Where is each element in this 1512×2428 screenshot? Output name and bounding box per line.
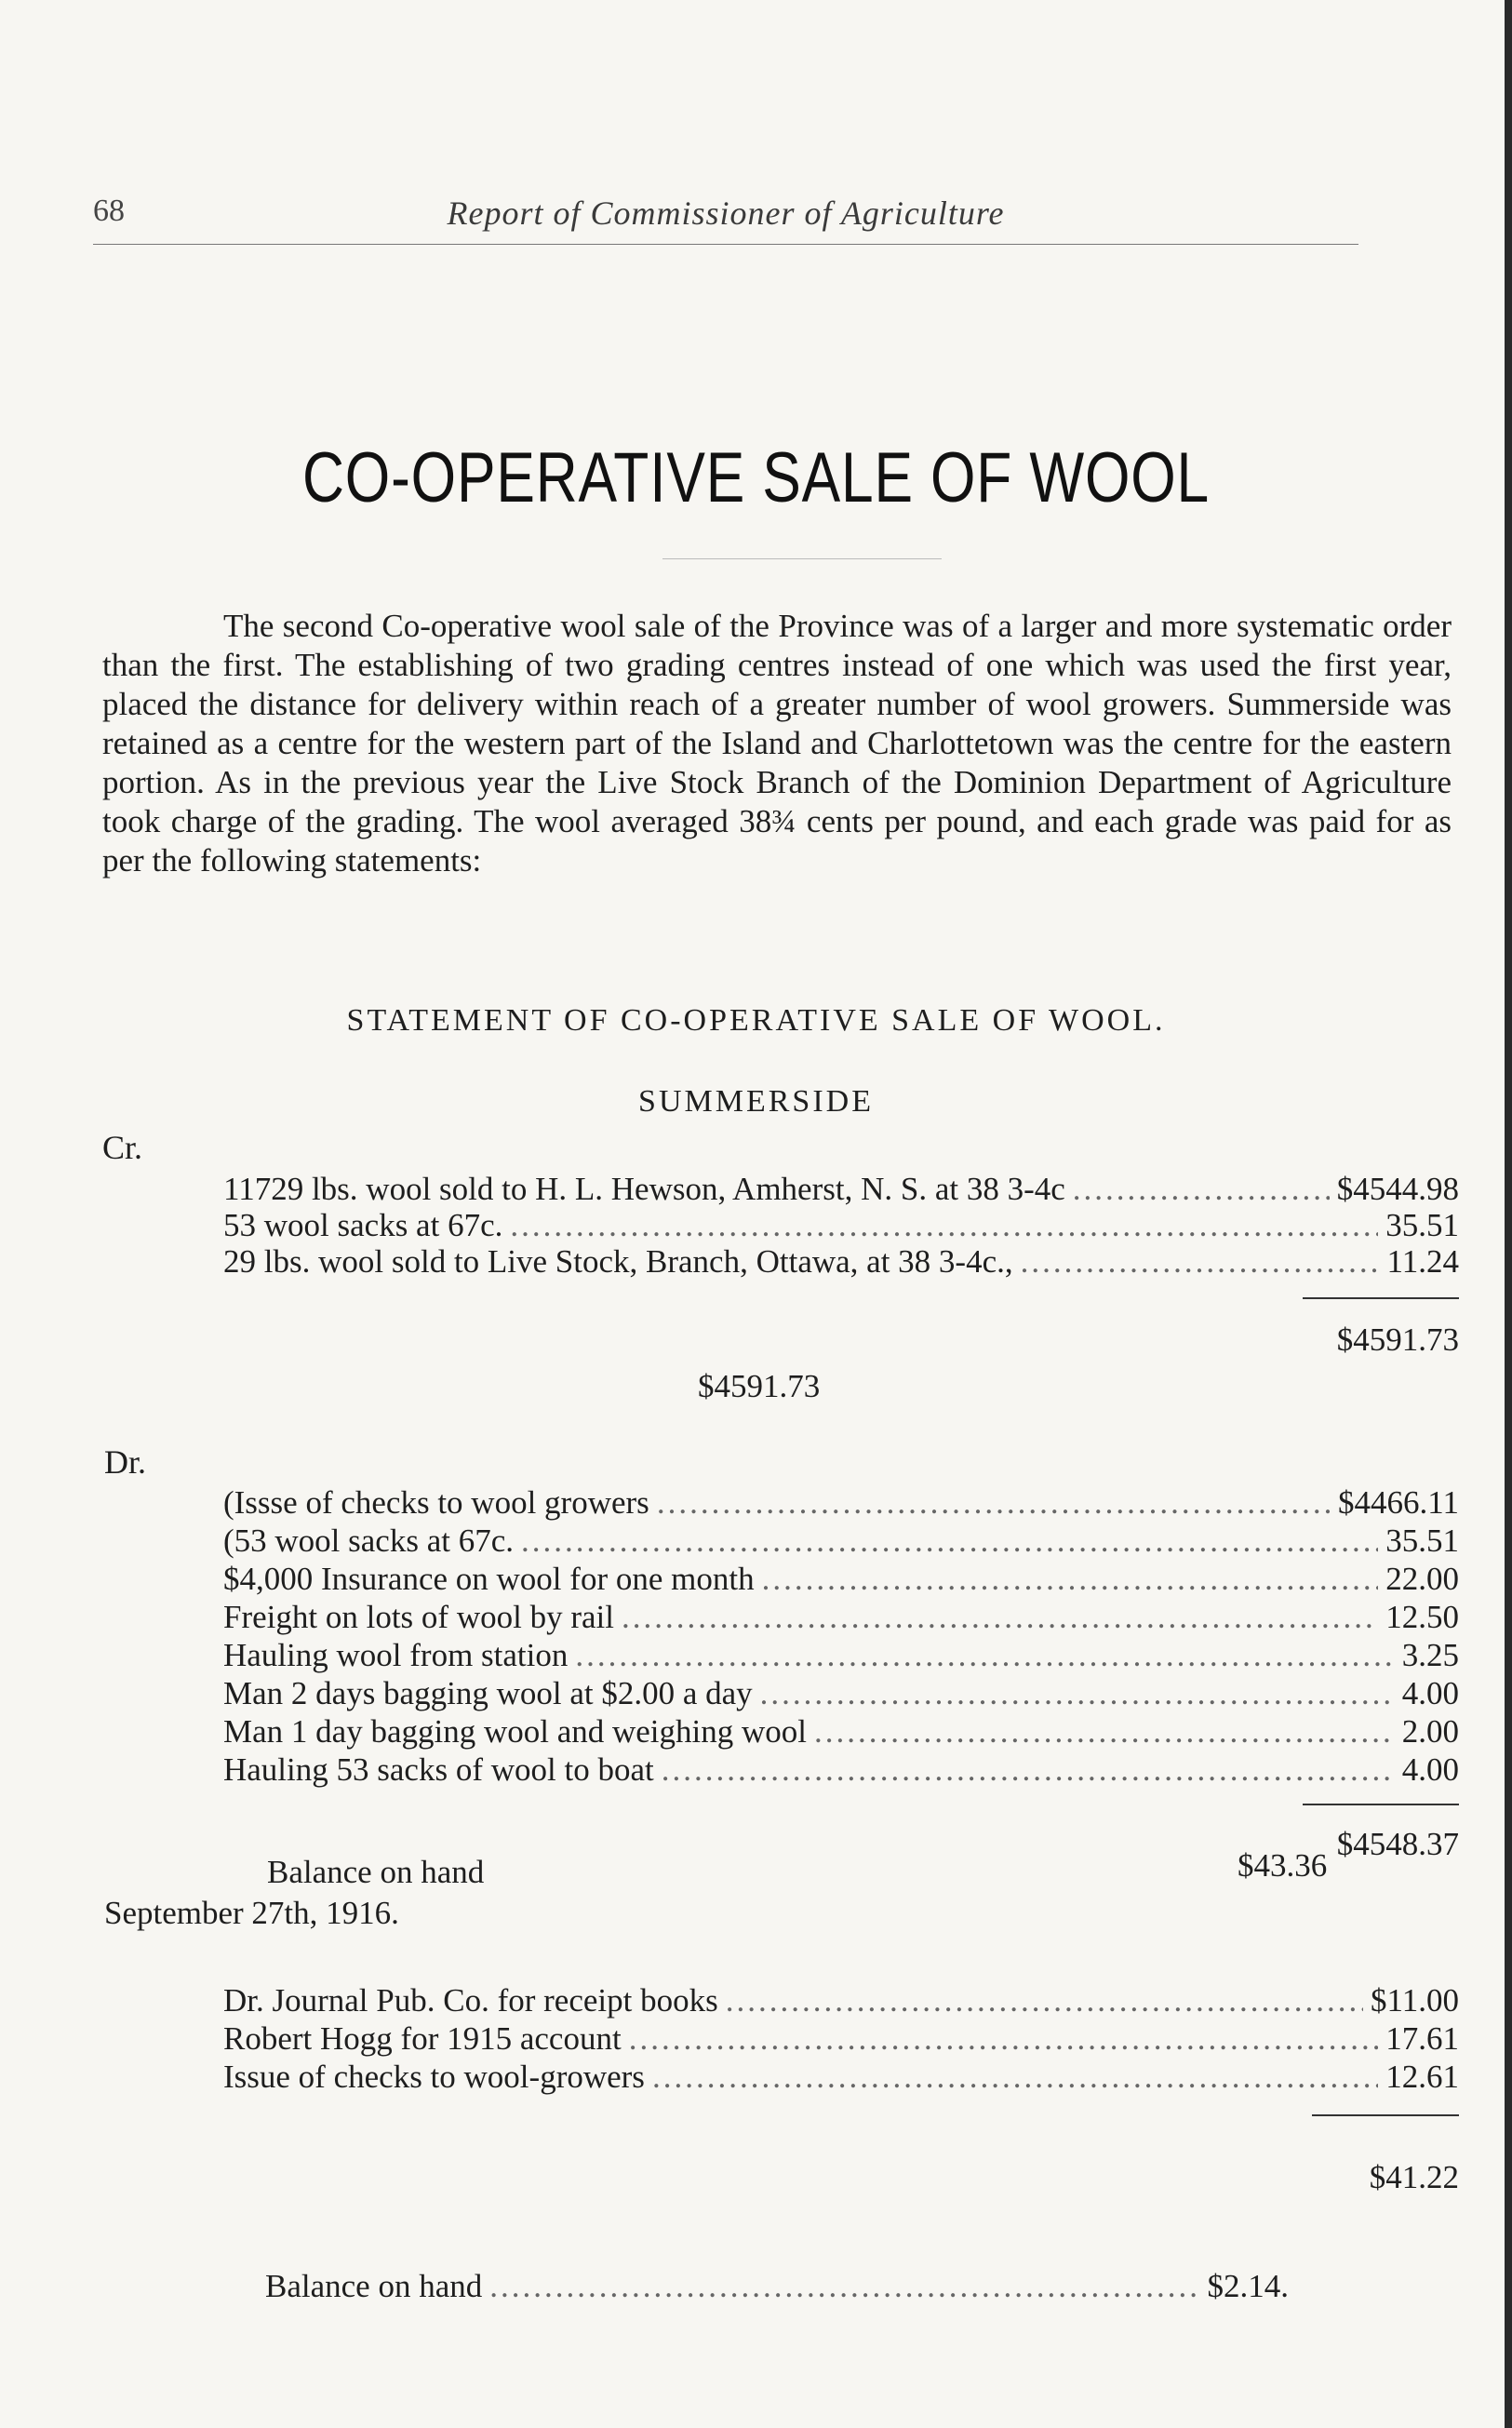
row-amount: 11.24 bbox=[1386, 1243, 1459, 1280]
row-description: 11729 lbs. wool sold to H. L. Hewson, Amherst, N. S. at 38 3-4c bbox=[223, 1171, 1065, 1207]
credit-row bbox=[223, 1171, 1459, 1210]
debit-total: $4548.37 bbox=[1336, 1826, 1459, 1862]
running-head: Report of Commissioner of Agriculture bbox=[447, 195, 1005, 232]
row-amount: 35.51 bbox=[1385, 1523, 1459, 1559]
row-description: Freight on lots of wool by rail bbox=[223, 1599, 614, 1635]
dot-leader bbox=[726, 1982, 1363, 2019]
row-description: Hauling 53 sacks of wool to boat bbox=[223, 1751, 654, 1788]
row-amount: 4.00 bbox=[1401, 1751, 1459, 1788]
dot-leader bbox=[575, 1637, 1394, 1674]
dot-leader bbox=[510, 1207, 1378, 1244]
disbursement-row bbox=[223, 2059, 1459, 2098]
row-amount: 35.51 bbox=[1385, 1207, 1459, 1243]
debit-row bbox=[223, 1713, 1459, 1752]
row-description: (53 wool sacks at 67c. bbox=[223, 1523, 515, 1559]
row-amount: 3.25 bbox=[1401, 1637, 1459, 1673]
disbursement-row bbox=[223, 1982, 1459, 2021]
dot-leader bbox=[622, 1599, 1378, 1636]
dot-leader bbox=[1021, 1243, 1380, 1281]
debit-row bbox=[223, 1523, 1459, 1562]
row-description: $4,000 Insurance on wool for one month bbox=[223, 1561, 755, 1597]
row-description: Robert Hogg for 1915 account bbox=[223, 2020, 622, 2057]
row-description: Man 2 days bagging wool at $2.00 a day bbox=[223, 1675, 753, 1711]
row-description: (Issse of checks to wool growers bbox=[223, 1484, 649, 1521]
disbursement-row bbox=[223, 2020, 1459, 2059]
debit-row bbox=[223, 1599, 1459, 1638]
dot-leader bbox=[662, 1751, 1395, 1789]
dot-leader bbox=[629, 2020, 1379, 2058]
debit-total-rule bbox=[1303, 1804, 1459, 1805]
dot-leader bbox=[760, 1675, 1395, 1712]
row-description: Dr. Journal Pub. Co. for receipt books bbox=[223, 1982, 718, 2019]
page-header bbox=[93, 186, 1358, 242]
row-amount: 22.00 bbox=[1385, 1561, 1459, 1597]
row-amount: 2.00 bbox=[1401, 1713, 1459, 1750]
debit-row bbox=[223, 1751, 1459, 1791]
row-amount: 17.61 bbox=[1385, 2020, 1459, 2057]
intro-paragraph: The second Co-operative wool sale of the Province was of a larger and more systematic order than the first. The establishing of two grading centres instead of one which was used the first year, placed the distance for delivery within reach of a greater number of wool growers. Summerside was retained as a centre for the western part of the Island and Charlottetown was the centre for the eastern portion. As in the previous year the Live Stock Branch of the Dominion Department of Agriculture took charge of the grading. The wool averaged 38¾ cents per pound, and each grade was paid for as per the following statements: bbox=[102, 608, 1452, 879]
balance-date: September 27th, 1916. bbox=[104, 1895, 399, 1931]
debit-label: Dr. bbox=[104, 1443, 146, 1481]
dot-leader bbox=[762, 1561, 1379, 1598]
disbursement-total: $41.22 bbox=[1369, 2159, 1459, 2195]
row-description: Hauling wool from station bbox=[223, 1637, 569, 1673]
disbursement-total-rule bbox=[1312, 2114, 1459, 2116]
statement-heading: STATEMENT OF CO-OPERATIVE SALE OF WOOL. bbox=[346, 1003, 1166, 1038]
credit-label: Cr. bbox=[102, 1129, 143, 1166]
debit-row bbox=[223, 1675, 1459, 1714]
row-amount: $11.00 bbox=[1371, 1982, 1459, 2019]
dot-leader bbox=[1073, 1171, 1330, 1208]
page-number: 68 bbox=[93, 194, 125, 228]
debit-row bbox=[223, 1561, 1459, 1600]
final-balance-label: Balance on hand bbox=[265, 2268, 483, 2304]
final-balance-row bbox=[265, 2268, 1289, 2307]
row-amount: 12.50 bbox=[1385, 1599, 1459, 1635]
credit-total: $4591.73 bbox=[1336, 1321, 1459, 1358]
row-description: 29 lbs. wool sold to Live Stock, Branch, Ottawa, at 38 3-4c., bbox=[223, 1243, 1013, 1280]
balance-label: Balance on hand bbox=[267, 1854, 485, 1890]
page-title: CO-OPERATIVE SALE OF WOOL bbox=[301, 438, 1211, 517]
credit-row bbox=[223, 1243, 1459, 1282]
dot-leader bbox=[652, 2059, 1378, 2096]
row-amount: 12.61 bbox=[1385, 2059, 1459, 2095]
balance-amount: $43.36 bbox=[1238, 1847, 1328, 1884]
header-rule bbox=[93, 244, 1358, 245]
row-amount: $4544.98 bbox=[1336, 1171, 1459, 1207]
location-heading: SUMMERSIDE bbox=[638, 1084, 874, 1119]
dot-leader bbox=[489, 2268, 1199, 2305]
final-balance-amount: $2.14. bbox=[1207, 2268, 1289, 2304]
row-amount: 4.00 bbox=[1401, 1675, 1459, 1711]
row-description: Man 1 day bagging wool and weighing wool bbox=[223, 1713, 807, 1750]
row-description: Issue of checks to wool-growers bbox=[223, 2059, 645, 2095]
dot-leader bbox=[521, 1523, 1378, 1560]
title-rule bbox=[662, 558, 942, 559]
debit-row bbox=[223, 1637, 1459, 1676]
credit-total-repeat: $4591.73 bbox=[698, 1368, 821, 1404]
row-description: 53 wool sacks at 67c. bbox=[223, 1207, 503, 1243]
dot-leader bbox=[657, 1484, 1331, 1522]
page-edge-shadow bbox=[1505, 0, 1512, 2428]
debit-row bbox=[223, 1484, 1459, 1523]
row-amount: $4466.11 bbox=[1338, 1484, 1459, 1521]
credit-row bbox=[223, 1207, 1459, 1246]
dot-leader bbox=[814, 1713, 1395, 1751]
credit-total-rule bbox=[1303, 1297, 1459, 1299]
